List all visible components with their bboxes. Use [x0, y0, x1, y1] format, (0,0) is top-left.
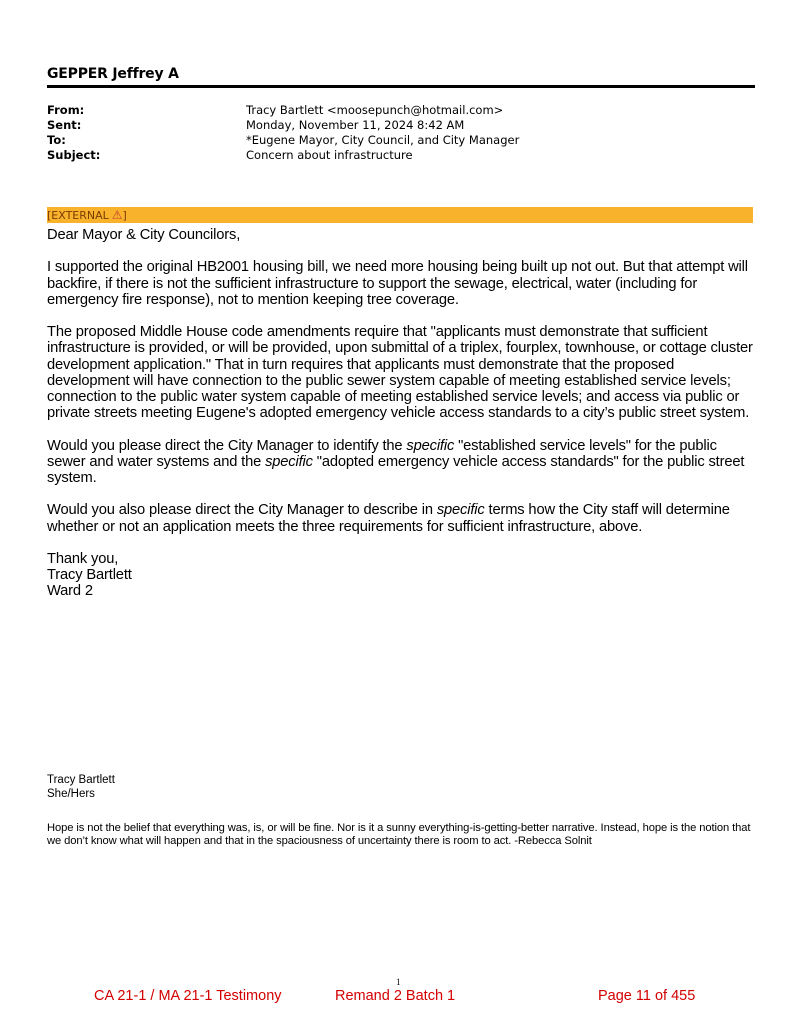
- header-to-label: To:: [47, 133, 66, 147]
- paragraph-4: Would you also please direct the City Manager to describe in specific terms how the City staff will determine whether or not an application meets the three requirements for sufficient infrastructure, above.: [47, 502, 730, 535]
- signature-pronouns: She/Hers: [47, 788, 95, 800]
- warning-icon: ⚠: [111, 208, 123, 222]
- mailbox-owner-name: GEPPER Jeffrey A: [47, 66, 179, 82]
- email-header: [47, 103, 519, 163]
- email-signature: [47, 773, 115, 801]
- owner-divider: [47, 85, 755, 88]
- greeting: Dear Mayor & City Councilors,: [47, 227, 241, 243]
- external-label-close: ]: [122, 209, 127, 222]
- header-sent-row: [47, 118, 519, 133]
- footer-page-count: Page 11 of 455: [598, 988, 696, 1004]
- footer-batch-label: Remand 2 Batch 1: [335, 988, 456, 1004]
- header-from-value: Tracy Bartlett <moosepunch@hotmail.com>: [246, 103, 504, 117]
- paragraph-2: The proposed Middle House code amendments require that "applicants must demonstrate that sufficient infrastructure is provided, or will be provided, upon submittal of a triplex, fourplex, townhouse, or cottage cluster development application." That in turn requires that applicants must demonstrate that the proposed development will have connection to the public sewer system capable of meeting established service levels; connection to the public water system capable of meeting established service levels; and access via public or private streets meeting Eugene's adopted emergency vehicle access standards to a city’s public street system.: [47, 324, 753, 422]
- paragraph-1: I supported the original HB2001 housing bill, we need more housing being built up not out. But that attempt will backfire, if there is not the sufficient infrastructure to support the sewage, electrical, water (including for emergency fire response), not to mention keeping tree coverage.: [47, 259, 748, 308]
- header-to-value: *Eugene Mayor, City Council, and City Manager: [246, 133, 520, 147]
- email-body: [47, 227, 759, 616]
- emphasis-specific: specific: [265, 453, 313, 470]
- closing-line: Thank you,: [47, 550, 119, 567]
- signature-name: Tracy Bartlett: [47, 774, 115, 786]
- signature-quote: Hope is not the belief that everything was, is, or will be fine. Nor is it a sunny everything-is-getting-better narrative. Instead, hope is the notion that we don’t know what will happen and that in the spaciousness of uncertainty there is room to act. -Rebecca Solnit: [47, 822, 751, 847]
- external-warning-banner: [47, 207, 753, 223]
- paragraph-3: Would you please direct the City Manager to identify the specific "established service levels" for the public sewer and water systems and the specific "adopted emergency vehicle access standards" for the public street system.: [47, 437, 745, 486]
- header-subject-row: [47, 148, 519, 163]
- page-number: 1: [396, 977, 401, 987]
- footer-case-label: CA 21-1 / MA 21-1 Testimony: [94, 988, 282, 1004]
- emphasis-specific: specific: [436, 502, 485, 519]
- header-from-row: [47, 103, 519, 118]
- closing-ward: Ward 2: [47, 583, 93, 600]
- header-subject-value: Concern about infrastructure: [246, 148, 413, 162]
- closing-name: Tracy Bartlett: [47, 567, 132, 584]
- emphasis-specific: specific: [406, 437, 455, 454]
- header-sent-label: Sent:: [47, 118, 82, 132]
- header-sent-value: Monday, November 11, 2024 8:42 AM: [246, 118, 465, 132]
- external-label: [EXTERNAL: [47, 209, 109, 222]
- header-from-label: From:: [47, 103, 85, 117]
- header-subject-label: Subject:: [47, 148, 101, 162]
- closing: [47, 551, 759, 600]
- header-to-row: [47, 133, 519, 148]
